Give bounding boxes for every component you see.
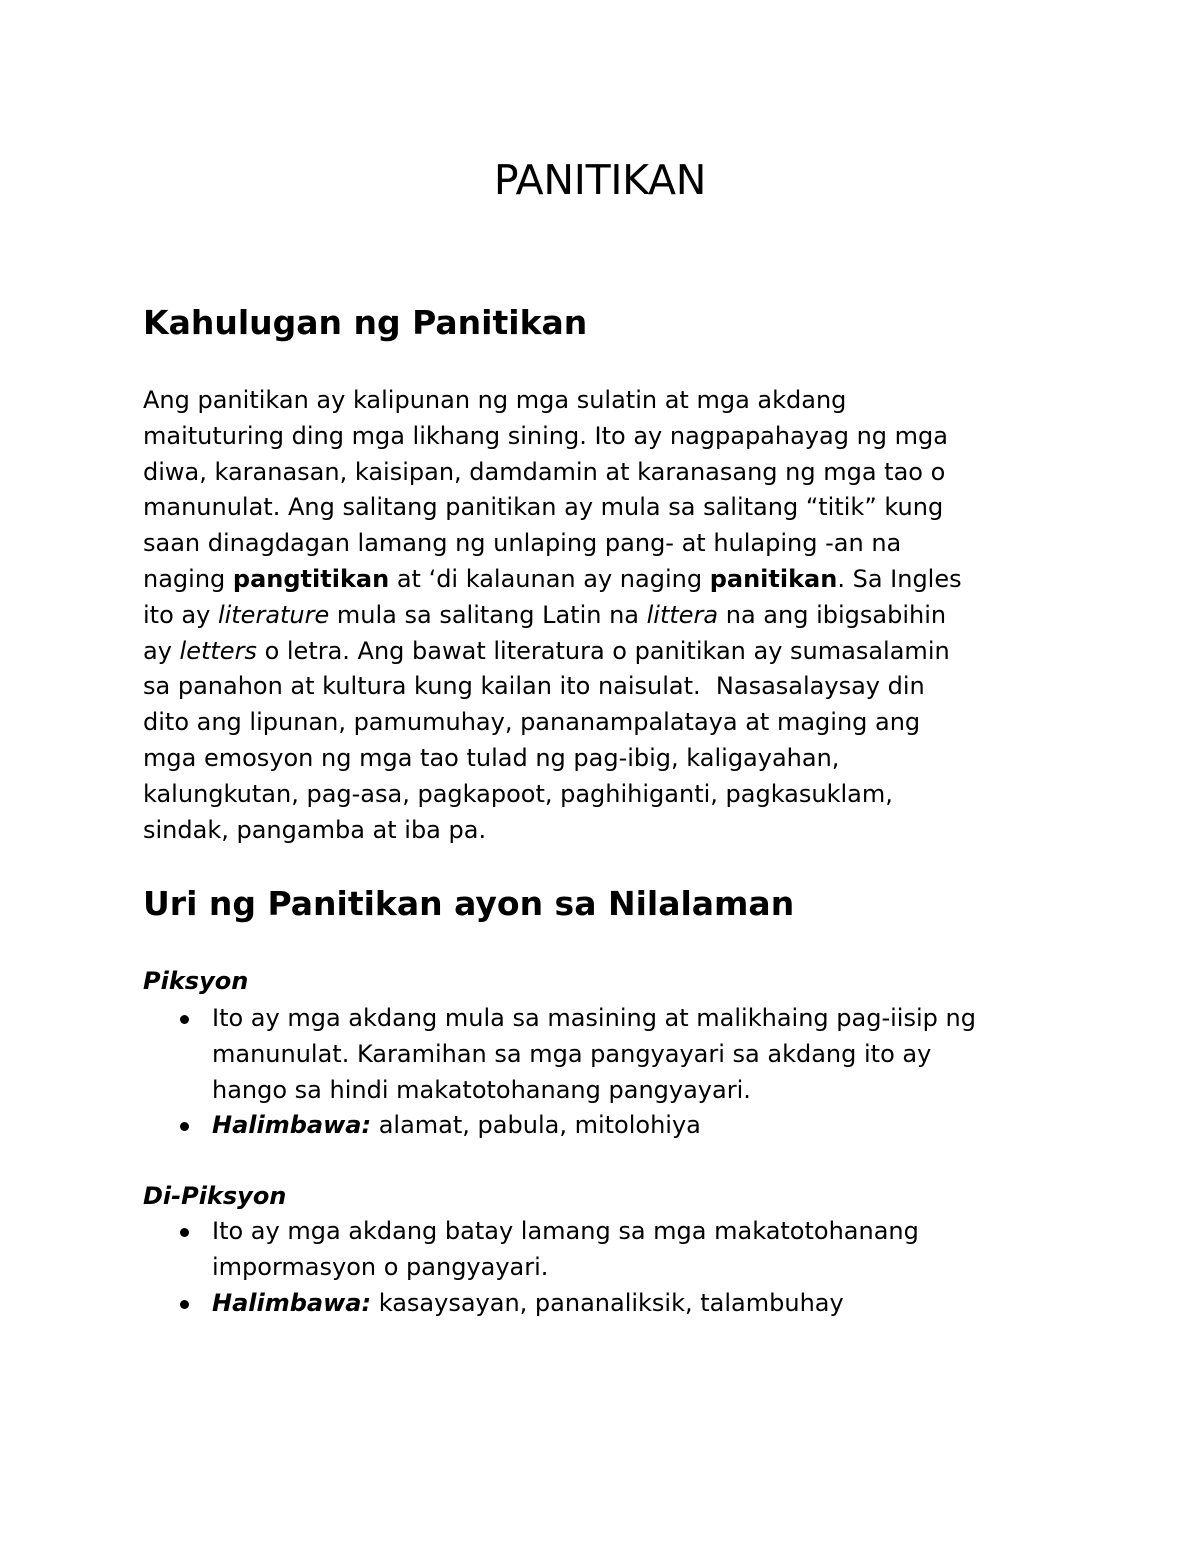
example-label: Halimbawa: xyxy=(212,1288,372,1317)
paragraph-line: sindak, pangamba at iba pa. xyxy=(143,815,487,844)
italic-term-letters: letters xyxy=(179,636,257,665)
paragraph-line: Ang panitikan ay kalipunan ng mga sulatin at mga akdang xyxy=(143,386,847,414)
list-item-line: hango sa hindi makatotohanang pangyayari. xyxy=(212,1075,751,1104)
paragraph-line: mga emosyon ng mga tao tulad ng pag-ibig, kaligayahan, xyxy=(143,743,840,772)
document-title: PANITIKAN xyxy=(493,156,707,204)
example-line xyxy=(212,1286,1073,1322)
section-heading-uri: Uri ng Panitikan ayon sa Nilalaman xyxy=(143,884,795,923)
bold-term-pangtitikan: pangtitikan xyxy=(232,564,390,593)
text-run: na ang ibigsabihin xyxy=(718,600,947,629)
list-item-line: Ito ay mga akdang batay lamang sa mga makatotohanang xyxy=(212,1217,919,1245)
list-item xyxy=(143,1001,1073,1108)
paragraph-line: maituturing ding mga likhang sining. Ito ay nagpapahayag ng mga xyxy=(143,421,948,450)
paragraph-line: kalungkutan, pag-asa, pagkapoot, paghihiganti, pagkasuklam, xyxy=(143,779,893,808)
paragraph-line: saan dinagdagan lamang ng unlaping pang- at hulaping -an na xyxy=(143,529,902,558)
kahulugan-paragraph xyxy=(143,383,1073,848)
paragraph-line xyxy=(143,598,1073,634)
list-item-line: manunulat. Karamihan sa mga pangyayari sa akdang ito ay xyxy=(212,1039,932,1068)
bullet-icon xyxy=(180,1300,189,1309)
subheading-di-piksyon: Di-Piksyon xyxy=(143,1182,287,1210)
text-run: mula sa salitang Latin na xyxy=(329,600,647,629)
bullet-icon xyxy=(180,1228,189,1237)
text-run: ito ay xyxy=(143,600,218,629)
paragraph-line: manunulat. Ang salitang panitikan ay mula sa salitang “titik” kung xyxy=(143,493,944,522)
piksyon-bullet-list xyxy=(143,1001,1073,1144)
text-run: . Sa Ingles xyxy=(837,564,962,593)
subheading-piksyon: Piksyon xyxy=(143,967,249,995)
list-item xyxy=(143,1214,1073,1286)
paragraph-line: diwa, karanasan, kaisipan, damdamin at karanasang ng mga tao o xyxy=(143,457,946,486)
list-item xyxy=(143,1286,1073,1322)
example-text: kasaysayan, pananaliksik, talambuhay xyxy=(371,1288,844,1317)
example-line xyxy=(212,1108,1073,1144)
italic-term-littera: littera xyxy=(646,600,719,629)
list-item-line: impormasyon o pangyayari. xyxy=(212,1252,549,1281)
example-label: Halimbawa: xyxy=(212,1111,372,1140)
text-run: o letra. Ang bawat literatura o panitikan ay sumasalamin xyxy=(256,636,950,665)
text-run: at ‘di kalaunan ay naging xyxy=(389,564,710,593)
italic-term-literature: literature xyxy=(217,600,330,629)
text-run: naging xyxy=(143,564,233,593)
paragraph-line xyxy=(143,634,1073,670)
example-text: alamat, pabula, mitolohiya xyxy=(371,1111,701,1140)
text-run: ay xyxy=(143,636,180,665)
paragraph-line xyxy=(143,562,1073,598)
bold-term-panitikan: panitikan xyxy=(709,564,838,593)
bullet-icon xyxy=(180,1015,189,1024)
list-item-line: Ito ay mga akdang mula sa masining at malikhaing pag-iisip ng xyxy=(212,1004,976,1032)
list-item xyxy=(143,1108,1073,1144)
bullet-icon xyxy=(180,1122,189,1131)
paragraph-line: sa panahon at kultura kung kailan ito naisulat. Nasasalaysay din xyxy=(143,672,925,701)
di-piksyon-bullet-list xyxy=(143,1214,1073,1321)
section-heading-kahulugan: Kahulugan ng Panitikan xyxy=(143,303,588,342)
paragraph-line: dito ang lipunan, pamumuhay, pananampalataya at maging ang xyxy=(143,708,921,737)
